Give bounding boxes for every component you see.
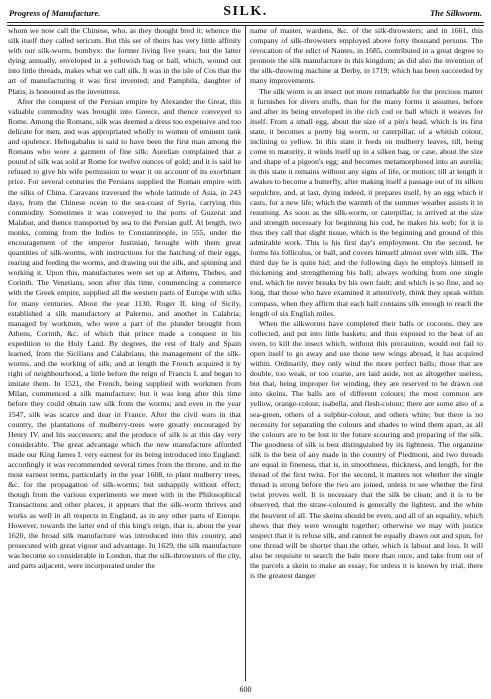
- right-paragraph-3: When the silkworms have completed their balls or cocoons, they are collected, and put into little baskets; and thus exposed to the heat of an oven, to kill the insect which, without this precaution, would not fail to open itself to go away and use those new wings abroad, it has acquired within. Ordinarily, they only wind the more perfect balls; those that are double, too weak, or too coarse, are laid aside, not as altogether useless, but that, being improper for winding, they are reserved to be drawn out into skeins. The balls are of different colours; the most common are yellow, orange-colour, isabella, and flesh-colour; there are some also of a sea-green, others of a sulphur-colour, and others white; but there is no necessity for separating the colours and shades to wind them apart, as all the colours are to be lost in the future scouring and preparing of the silk. The goodness of silk is best distinguished by its lightness. The organzine silk is the best of any made in the country of Piedmont, and two threads are equal in fineness, that is, in smoothness, thickness, and length, for the thread of the first twist. For the second, it matters not whether the single thread is strong before the two are joined, unless to see whether the first twist proves well. It is necessary that the silk be clean; and it is to be observed, that the straw-coloured is generally the lightest, and the white the heaviest of all. The skeins should be even, and all of an equality, which shews that they were wrought together; otherwise we may with justice suspect that it is refuse silk, and cannot be equally drawn out and spun, for one thread will be shorter than the other, which is labour and loss. It will also be requisite to search the bale more than once, and take from out of the parcels a skein to make an essay; for unless it is known by trial, there is the greatest danger: [250, 318, 483, 581]
- running-head-title: SILK.: [223, 4, 268, 19]
- book-page: [7, 4, 484, 694]
- right-paragraph-2: The silk worm is an insect not more remarkable for the precious matter it furnishes for divers stuffs, than for the many forms it assumes, before and after its being enveloped in the rich cod or ball which it weaves for itself. From a small egg, about the size of a pin's head, which is its first state, it becomes a pretty big worm, or caterpillar, of a whitish colour, inclining to yellow. In this state it feeds on mulberry leaves, till, being come to maturity, it winds itself up in a silken bag, or case, about the size and shape of a pigeon's egg; and becomes metamorphosed into an aurelia; in this state it remains without any signs of life, or motion; till at length it awakes to become a butterfly, after making itself a passage out of its silken sepulchre, and, at last, dying indeed, it prepares itself, by an egg which it casts, for a new life; which the warmth of the summer weather assists it in resuming. As soon as the silk-worm, or caterpillar, is arrived at the size and strength necessary for beginning his cod, he makes his web; for it is thus they call that slight tissue, which is the beginning and ground of this admirable work. This is his first day's employment. On the second, he forms his follicolus, or ball, and covers himself almost over with silk. The third day he is quite hid; and the following days he employs himself in thickening and strengthening his ball; always working from one single end, which he never breaks by his own fault; and which is so fine, and so long, that those who have examined it attentively, think they speak within compass, when they affirm that each ball contains silk enough to reach the length of six English miles.: [250, 86, 483, 318]
- running-head-left: Progress of Manufacture.: [9, 8, 101, 18]
- left-paragraph-2: After the conquest of the Persian empire by Alexander the Great, this valuable commodity was brought into Greece, and thence conveyed to Rome. Among the Romans, silk was deemed a dress too expensive and too delicate for men, and was appropriated wholly to women of eminent rank and opulence. Heliogabalus is said to have been the first man among the Romans who wore a garment of fine silk: Aurelian complained that a pound of silk was sold at Rome for twelve ounces of gold; and it is said he refused to give his wife permission to wear it on account of its exorbitant price. For several centuries the Persians supplied the Roman empire with the silks of China. Caravans traversed the whole latitude of Asia, in 243 days, from the Chinese ocean to the sea-coast of Syria, carrying this commodity. Sometimes it was conveyed to the ports of Guzerat and Malabar, and thence transported by sea to the Persian gulf. At length, two monks, coming from the Indies to Constantinople, in 555, under the encouragement of the emperor Justinian, brought with them great quantities of silk-worms, with instructions for the hatching of their eggs, rearing and feeding the worms, and drawing out the silk, and spinning and working it. Upon this, manufactures were set up at Athens, Thebes, and Corinth. The Venetians, soon after this time, commencing a commerce with the Greek empire, supplied all the western parts of Europe with silks for many centuries. About the year 1130, Roger II. king of Sicily, established a silk manufactory at Palermo, and another in Calabria; managed by workmen, who were a part of the plunder brought from Athens, Corinth, &c. of which that prince made a conquest in his expedition to the Holy Land. By degrees, the rest of Italy and Spain learned, from the Sicilians and Calabrians, the management of the silk-worms, and the working of silk; and at length the French acquired it by right of neighbourhood, a little before the reign of Francis I. and began to imitate them. In 1521, the French, being supplied with workmen from Milan, commenced a silk manufacture; but it was long after this time before they could obtain raw silk from the worms; and even in the year 1547, silk was scarce and dear in France. After the civil wars in that country, the plantations of mulberry-trees were greatly encouraged by Henry IV. and his successors; and the produce of silk is at this day very considerable. The great advantage which the new manufacture afforded made our King James I. very earnest for its being introduced into England: accordingly it was recommended several times from the throne, and in the most earnest terms, particularly in the year 1608, to plant mulberry trees, &c. for the propagation of silk-worms; but unhappily without effect; though from the various experiments we meet with in the Philosophical Transactions and other places, it appears that the silk-worm thrives and works as well in all respects in England, as in any other parts of Europe. However, towards the latter end of this king's reign, that is, about the year 1620, the broad silk manufacture was introduced into this country, and prosecuted with great vigour and advantage. In 1629, the silk manufacture was become so considerable in London, that the silk-throwsters of the city, and parts adjacent, were incorporated under the: [8, 96, 241, 570]
- running-head-right: The Silkworm.: [429, 8, 482, 18]
- left-paragraph-1: whom we now call the Chinese, who, as they thought bred it; whence the silk itself they called sericum. But this ser of theirs has very little affinity with our silk-worm, bombyx: the former living five years; but the latter dying annually, enveloped in a yellowish bag or ball, which, wound out into little threads, makes what we call silk. It was in the isle of Cos that the art of manufacturing it was first invented; and Pamphila, daughter of Platis, is honoured as the inventress.: [8, 26, 241, 96]
- running-head: [7, 4, 484, 23]
- left-column: [8, 26, 241, 681]
- column-divider: [245, 26, 246, 681]
- right-column: [250, 26, 483, 681]
- text-columns: [7, 26, 484, 681]
- page-number: 600: [239, 685, 252, 694]
- right-paragraph-1: name of master, wardens, &c. of the silk-throwsters; and in 1661, this company of silk-throwsters employed above forty thousand persons. The revocation of the edict of Nantes, in 1685, contributed in a great degree to promote the silk manufacture in this kingdom; as did also the invention of the silk-throwing machine at Derby, in 1719; which has been succeeded by many improvements.: [250, 26, 483, 86]
